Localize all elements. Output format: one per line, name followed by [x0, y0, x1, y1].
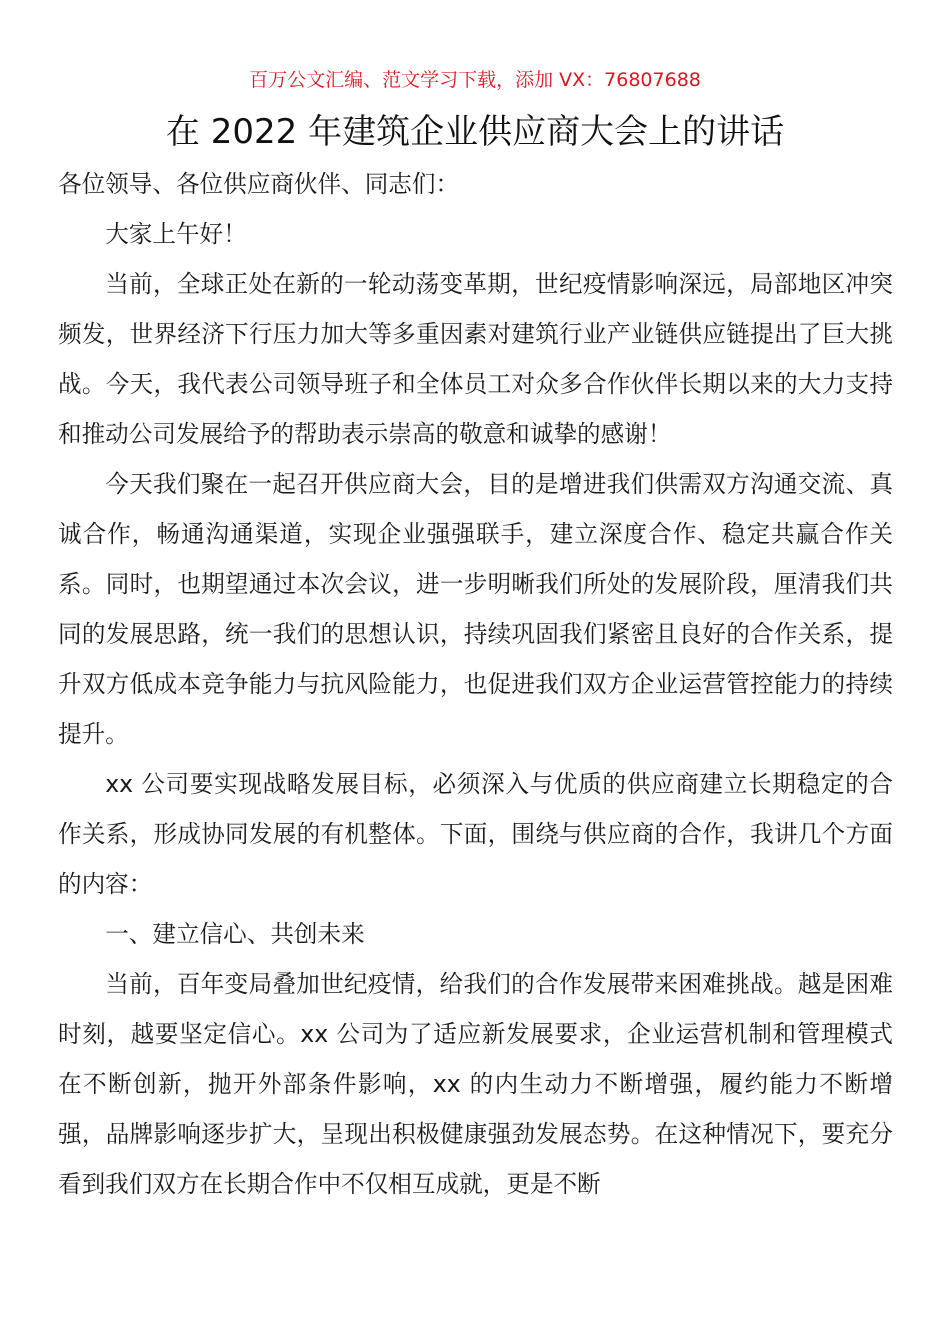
paragraph: 今天我们聚在一起召开供应商大会，目的是增进我们供需双方沟通交流、真诚合作，畅通沟通渠道，实现企业强强联手，建立深度合作、稳定共赢合作关系。同时，也期望通过本次会议，进一步明晰我们所处的发展阶段，厘清我们共同的发展思路，统一我们的思想认识，持续巩固我们紧密且良好的合作关系，提升双方低成本竞争能力与抗风险能力，也促进我们双方企业运营管控能力的持续提升。 [58, 470, 893, 748]
salutation: 各位领导、各位供应商伙伴、同志们： [58, 170, 460, 198]
paragraph-greeting: 大家上午好！ [105, 220, 247, 248]
section-heading: 一、建立信心、共创未来 [105, 920, 365, 948]
paragraph: xx 公司要实现战略发展目标，必须深入与优质的供应商建立长期稳定的合作关系，形成协同发展的有机整体。下面，围绕与供应商的合作，我讲几个方面的内容： [58, 770, 893, 898]
document-body [58, 159, 893, 1209]
paragraph: 当前，百年变局叠加世纪疫情，给我们的合作发展带来困难挑战。越是困难时刻，越要坚定信心。xx 公司为了适应新发展要求，企业运营机制和管理模式在不断创新，抛开外部条件影响，xx 的内生动力不断增强，履约能力不断增强，品牌影响逐步扩大，呈现出积极健康强劲发展态势。在这种情况下，要充分看到我们双方在长期合作中不仅相互成就，更是不断 [58, 970, 893, 1198]
document-title: 在 2022 年建筑企业供应商大会上的讲话 [165, 112, 785, 152]
paragraph: 当前，全球正处在新的一轮动荡变革期，世纪疫情影响深远，局部地区冲突频发，世界经济下行压力加大等多重因素对建筑行业产业链供应链提出了巨大挑战。今天，我代表公司领导班子和全体员工对众多合作伙伴长期以来的大力支持和推动公司发展给予的帮助表示崇高的敬意和诚挚的感谢！ [58, 270, 893, 448]
header-note: 百万公文汇编、范文学习下载，添加 VX：76807688 [249, 69, 701, 91]
